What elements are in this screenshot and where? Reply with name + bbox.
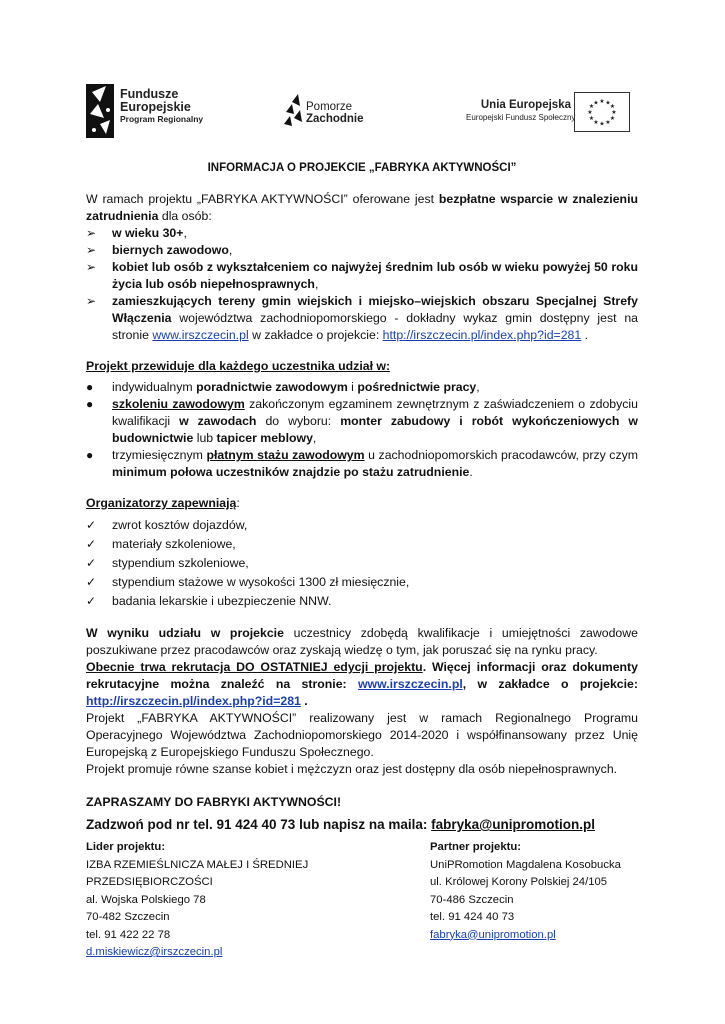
partner-city: 70-486 Szczecin [430, 893, 514, 906]
svg-text:★: ★ [611, 109, 617, 116]
partner-name: UniPRomotion Magdalena Kosobucka [430, 858, 621, 871]
intro-paragraph [86, 191, 638, 225]
svg-text:★: ★ [593, 99, 599, 107]
invitation-heading: ZAPRASZAMY DO FABRYKI AKTYWNOŚCI! [86, 795, 342, 809]
fundusze-europejskie-logo [86, 84, 226, 138]
result-paragraph: W wyniku udziału w projekcie uczestnicy zdobędą kwalifikacje i umiejętności zawodowe poszukiwane przez pracodawców oraz zyskają wiedzę o tym, jak poruszać się na rynku pracy. [86, 626, 638, 657]
funding-paragraph: Projekt „FABRYKA AKTYWNOŚCI” realizowany jest w ramach Regionalnego Programu Operacyjnego Województwa Zachodniopomorskiego 2014-2020 i współfinansowany przez Unię Europejską z Europejskiego Funduszu Społecznego. [86, 711, 638, 759]
leader-phone: tel. 91 422 22 78 [86, 928, 171, 941]
intro-bold: bezpłatne wsparcie w znalezieniu zatrudnienia [86, 192, 638, 223]
irszczecin-link[interactable]: www.irszczecin.pl [152, 328, 249, 342]
project-page-link[interactable]: http://irszczecin.pl/index.php?id=281 [86, 694, 301, 708]
intro-text-end: dla osób: [158, 209, 212, 223]
irszczecin-link[interactable]: www.irszczecin.pl [357, 677, 463, 691]
fe-emblem-icon [86, 84, 116, 138]
fe-line3: Program Regionalny [120, 114, 204, 124]
list-item: ➢ zamieszkujących tereny gmin wiejskich i miejsko–wiejskich obszaru Specjalnej Strefy Włączenia województwa zachodniopomorskiego - dokładny wykaz gmin dostępny jest na stronie www.irszczecin.pl w zakładce o projekcie: http://irszczecin.pl/index.php?id=281 . [86, 294, 638, 342]
list-item: ● trzymiesięcznym płatnym stażu zawodowym u zachodniopomorskich pracodawców, przy czym minimum połowa uczestników znajdzie po stażu zatrudnienie. [86, 448, 638, 479]
intro-text: W ramach projektu „FABRYKA AKTYWNOŚCI” oferowane jest [86, 192, 439, 206]
eu-flag-icon [574, 92, 630, 132]
svg-text:★: ★ [599, 98, 605, 105]
checkmark-icon: ✓ [86, 575, 97, 589]
unia-europejska-logo [466, 84, 631, 134]
leader-block [86, 839, 430, 962]
document-body [86, 160, 638, 962]
list-item: ✓ stypendium szkoleniowe, [86, 554, 638, 573]
checkmark-icon: ✓ [86, 594, 97, 608]
partner-phone: tel. 91 424 40 73 [430, 911, 515, 923]
svg-text:★: ★ [588, 103, 595, 110]
arrow-bullet-icon: ➢ [86, 243, 97, 257]
pomorze-zachodnie-logo [282, 90, 382, 136]
bullet-icon: ● [86, 397, 94, 411]
arrow-bullet-icon: ➢ [86, 294, 97, 308]
ue-subtitle: Europejski Fundusz Społeczny [466, 113, 576, 122]
checkmark-icon: ✓ [86, 537, 97, 551]
arrow-bullet-icon: ➢ [86, 260, 97, 274]
leader-name: IZBA RZEMIEŚLNICZA MAŁEJ I ŚREDNIEJ PRZEDSIĘBIORCZOŚCI [86, 858, 309, 888]
list-item: ✓ zwrot kosztów dojazdów, [86, 516, 638, 535]
recruitment-paragraph: Obecnie trwa rekrutacja DO OSTATNIEJ edycji projektu. Więcej informacji oraz dokumenty rekrutacyjne można znaleźć na stronie: www.irszczecin.pl, w zakładce o projekcie: http://irszczecin.pl/index.php?id=281 . [86, 660, 638, 708]
leader-city: 70-482 Szczecin [86, 911, 170, 923]
svg-text:★: ★ [587, 109, 593, 116]
partner-block [430, 839, 638, 962]
list-item: ● szkoleniu zawodowym zakończonym egzaminem zewnętrznym z zaświadczeniem o zdobyciu kwalifikacji w zawodach do wyboru: monter zabudowy i robót wykończeniowych w budownictwie lub tapicer meblowy, [86, 397, 638, 445]
svg-text:★: ★ [605, 99, 611, 107]
list-item: ✓ stypendium stażowe w wysokości 1300 zł miesięcznie, [86, 573, 638, 592]
svg-text:★: ★ [588, 115, 595, 122]
section-heading-benefits: Organizatorzy zapewniają: [86, 496, 240, 510]
svg-text:★: ★ [605, 119, 611, 126]
checkmark-icon: ✓ [86, 556, 97, 570]
leader-street: al. Wojska Polskiego 78 [86, 893, 206, 906]
partner-heading: Partner projektu: [430, 841, 522, 853]
logo-bar [86, 84, 631, 140]
benefits-list [86, 516, 638, 611]
participation-list [86, 379, 638, 481]
pz-line1: Pomorze [306, 101, 353, 113]
email-link[interactable]: fabryka@unipromotion.pl [431, 817, 596, 832]
contact-line: Zadzwoń pod nr tel. 91 424 40 73 lub napisz na maila: fabryka@unipromotion.pl [86, 817, 596, 832]
list-item: ➢ w wieku 30+, [86, 226, 187, 240]
target-list [86, 225, 638, 344]
partner-email-link[interactable]: fabryka@unipromotion.pl [430, 928, 556, 941]
list-item: ➢ kobiet lub osób z wykształceniem co najwyżej średnim lub osób w wieku powyżej 50 roku życia lub osób niepełnosprawnych, [86, 260, 638, 291]
page-title: INFORMACJA O PROJEKCIE „FABRYKA AKTYWNOŚCI” [207, 162, 517, 174]
bullet-icon: ● [86, 448, 94, 462]
partner-street: ul. Królowej Korony Polskiej 24/105 [430, 876, 608, 888]
contacts-section [86, 839, 638, 962]
leader-email-link[interactable]: d.miskiewicz@irszczecin.pl [86, 946, 223, 958]
bullet-icon: ● [86, 380, 94, 394]
list-item: ➢ biernych zawodowo, [86, 243, 233, 257]
fe-line2: Europejskie [120, 100, 191, 114]
fe-line1: Fundusze [120, 87, 179, 101]
section-heading-participation: Projekt przewiduje dla każdego uczestnika udział w: [86, 359, 391, 373]
list-item: ✓ materiały szkoleniowe, [86, 535, 638, 554]
project-page-link[interactable]: http://irszczecin.pl/index.php?id=281 [382, 328, 582, 342]
pz-line2: Zachodnie [306, 113, 364, 125]
arrow-bullet-icon: ➢ [86, 226, 97, 240]
list-item: ✓ badania lekarskie i ubezpieczenie NNW. [86, 592, 638, 611]
svg-text:★: ★ [593, 119, 599, 126]
equal-opportunity-paragraph: Projekt promuje równe szanse kobiet i mężczyzn oraz jest dostępny dla osób niepełnosprawnych. [86, 762, 618, 776]
ue-title: Unia Europejska [480, 99, 571, 111]
list-item: ● indywidualnym poradnictwie zawodowym i pośrednictwie pracy, [86, 380, 480, 394]
svg-text:★: ★ [599, 120, 605, 128]
pz-emblem-icon [282, 90, 304, 130]
checkmark-icon: ✓ [86, 518, 97, 532]
leader-heading: Lider projektu: [86, 841, 166, 853]
svg-text:★: ★ [609, 115, 616, 122]
svg-text:★: ★ [609, 103, 616, 110]
